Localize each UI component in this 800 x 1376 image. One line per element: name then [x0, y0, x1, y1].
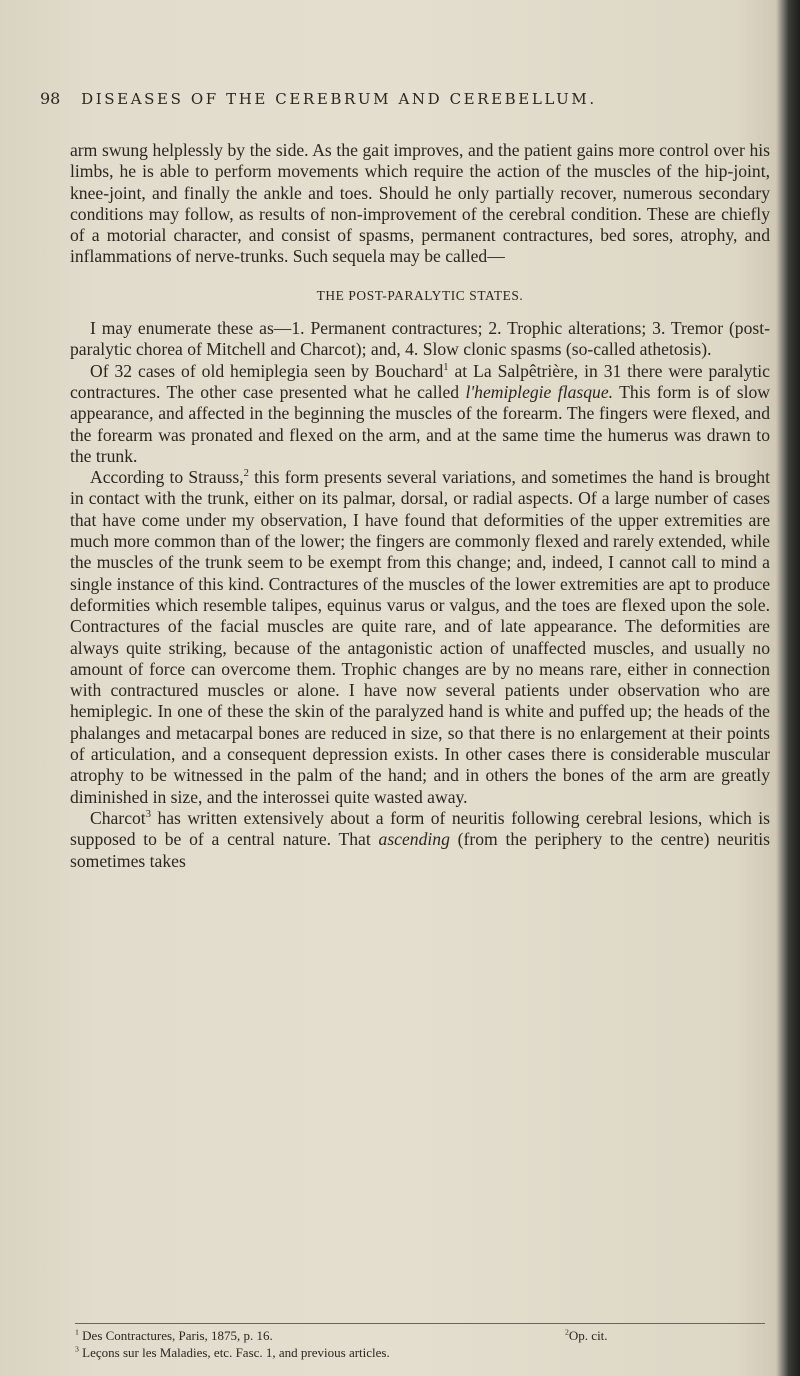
footnote-ref: 1	[443, 361, 449, 373]
body-text	[70, 140, 770, 872]
running-header	[40, 89, 760, 108]
text-run: (from the periphery to the centre) neuritis sometimes takes	[70, 829, 770, 871]
text-run: This form is of slow appearance, and affected in the beginning the muscles of the forearm. The fingers were flexed, and the forearm was pronated and flexed on the arm, and at the same time the humerus was drawn to the trunk.	[70, 381, 770, 466]
running-title: DISEASES OF THE CEREBRUM AND CEREBELLUM.	[81, 90, 597, 108]
footnote-text: Op. cit.	[568, 1328, 608, 1343]
footnote-mark: 2	[565, 1327, 569, 1337]
paragraph-charcot	[70, 808, 770, 872]
footnote-line	[75, 1327, 775, 1344]
page-number: 98	[40, 89, 61, 108]
footnote-text: Des Contractures, Paris, 1875, p. 16.	[78, 1328, 273, 1343]
footnotes	[75, 1327, 775, 1361]
text-run: Charcot	[90, 807, 146, 828]
footnote-mark: 1	[75, 1327, 79, 1337]
paragraph-enumeration: I may enumerate these as—1. Permanent contractures; 2. Trophic alterations; 3. Tremor (post-paralytic chorea of Mitchell and Charcot); and, 4. Slow clonic spasms (so-called athetosis).	[70, 318, 770, 360]
footnote-3	[75, 1344, 775, 1361]
text-run: According to Strauss,	[90, 467, 244, 488]
text-run: has written extensively about a form of neuritis following cerebral lesions, which is supposed to be of a central nature. That	[70, 807, 770, 850]
footnote-rule	[75, 1323, 765, 1324]
text-run: at La Salpêtrière, in 31 there were paralytic contractures. The other case presented what he called	[70, 360, 770, 402]
section-heading: THE POST-PARALYTIC STATES.	[316, 287, 524, 303]
footnote-ref: 2	[243, 468, 249, 480]
footnote-text: Leçons sur les Maladies, etc. Fasc. 1, and previous articles.	[78, 1345, 390, 1360]
paragraph-bouchard	[70, 361, 770, 467]
text-run: this form presents several variations, and sometimes the hand is brought in contact with the trunk, either on its palmar, dorsal, or radial aspects. Of a large number of cases that have come under my observation, I have found that deformities of the upper extremities are much more common than of the lower; the fingers are commonly flexed and rarely extended, while the muscles of the trunk seem to be exempt from this change; and, indeed, I cannot call to mind a single instance of this kind. Contractures of the muscles of the lower extremities are apt to produce deformities which resemble talipes, equinus varus or valgus, and the toes are flexed upon the sole. Contractures of the facial muscles are quite rare, and of late appearance. The deformities are always quite striking, because of the antagonistic action of unaffected muscles, and usually no amount of force can overcome them. Trophic changes are by no means rare, either in connection with contractured muscles or alone. I have now several patients under observation who are hemiplegic. In one of these the skin of the paralyzed hand is white and puffed up; the heads of the phalanges and metacarpal bones are reduced in size, so that there is no enlargement at their points of articulation, and a consequent depression exists. In other cases there is considerable muscular atrophy to be witnessed in the palm of the hand; and in others the bones of the arm are greatly diminished in size, and the interossei quite wasted away.	[70, 467, 770, 807]
text-run: Of 32 cases of old hemiplegia seen by Bouchard	[90, 360, 444, 381]
paragraph-strauss	[70, 467, 770, 808]
footnote-ref: 3	[145, 809, 151, 821]
footnote-mark: 3	[75, 1344, 79, 1354]
italic-term: l'hemiplegie flasque.	[465, 381, 614, 402]
italic-term: ascending	[378, 829, 450, 850]
footnote-1	[75, 1328, 273, 1343]
footnote-2	[565, 1327, 608, 1344]
paragraph-continuation: arm swung helplessly by the side. As the gait improves, and the patient gains more control over his limbs, he is able to perform movements which require the action of the muscles of the hip-joint, knee-joint, and finally the ankle and toes. Should he only partially recover, numerous secondary conditions may follow, as results of non-improvement of the cerebral condition. These are chiefly of a motorial character, and consist of spasms, permanent contractures, bed sores, atrophy, and inflammations of nerve-trunks. Such sequela may be called—	[70, 140, 770, 267]
